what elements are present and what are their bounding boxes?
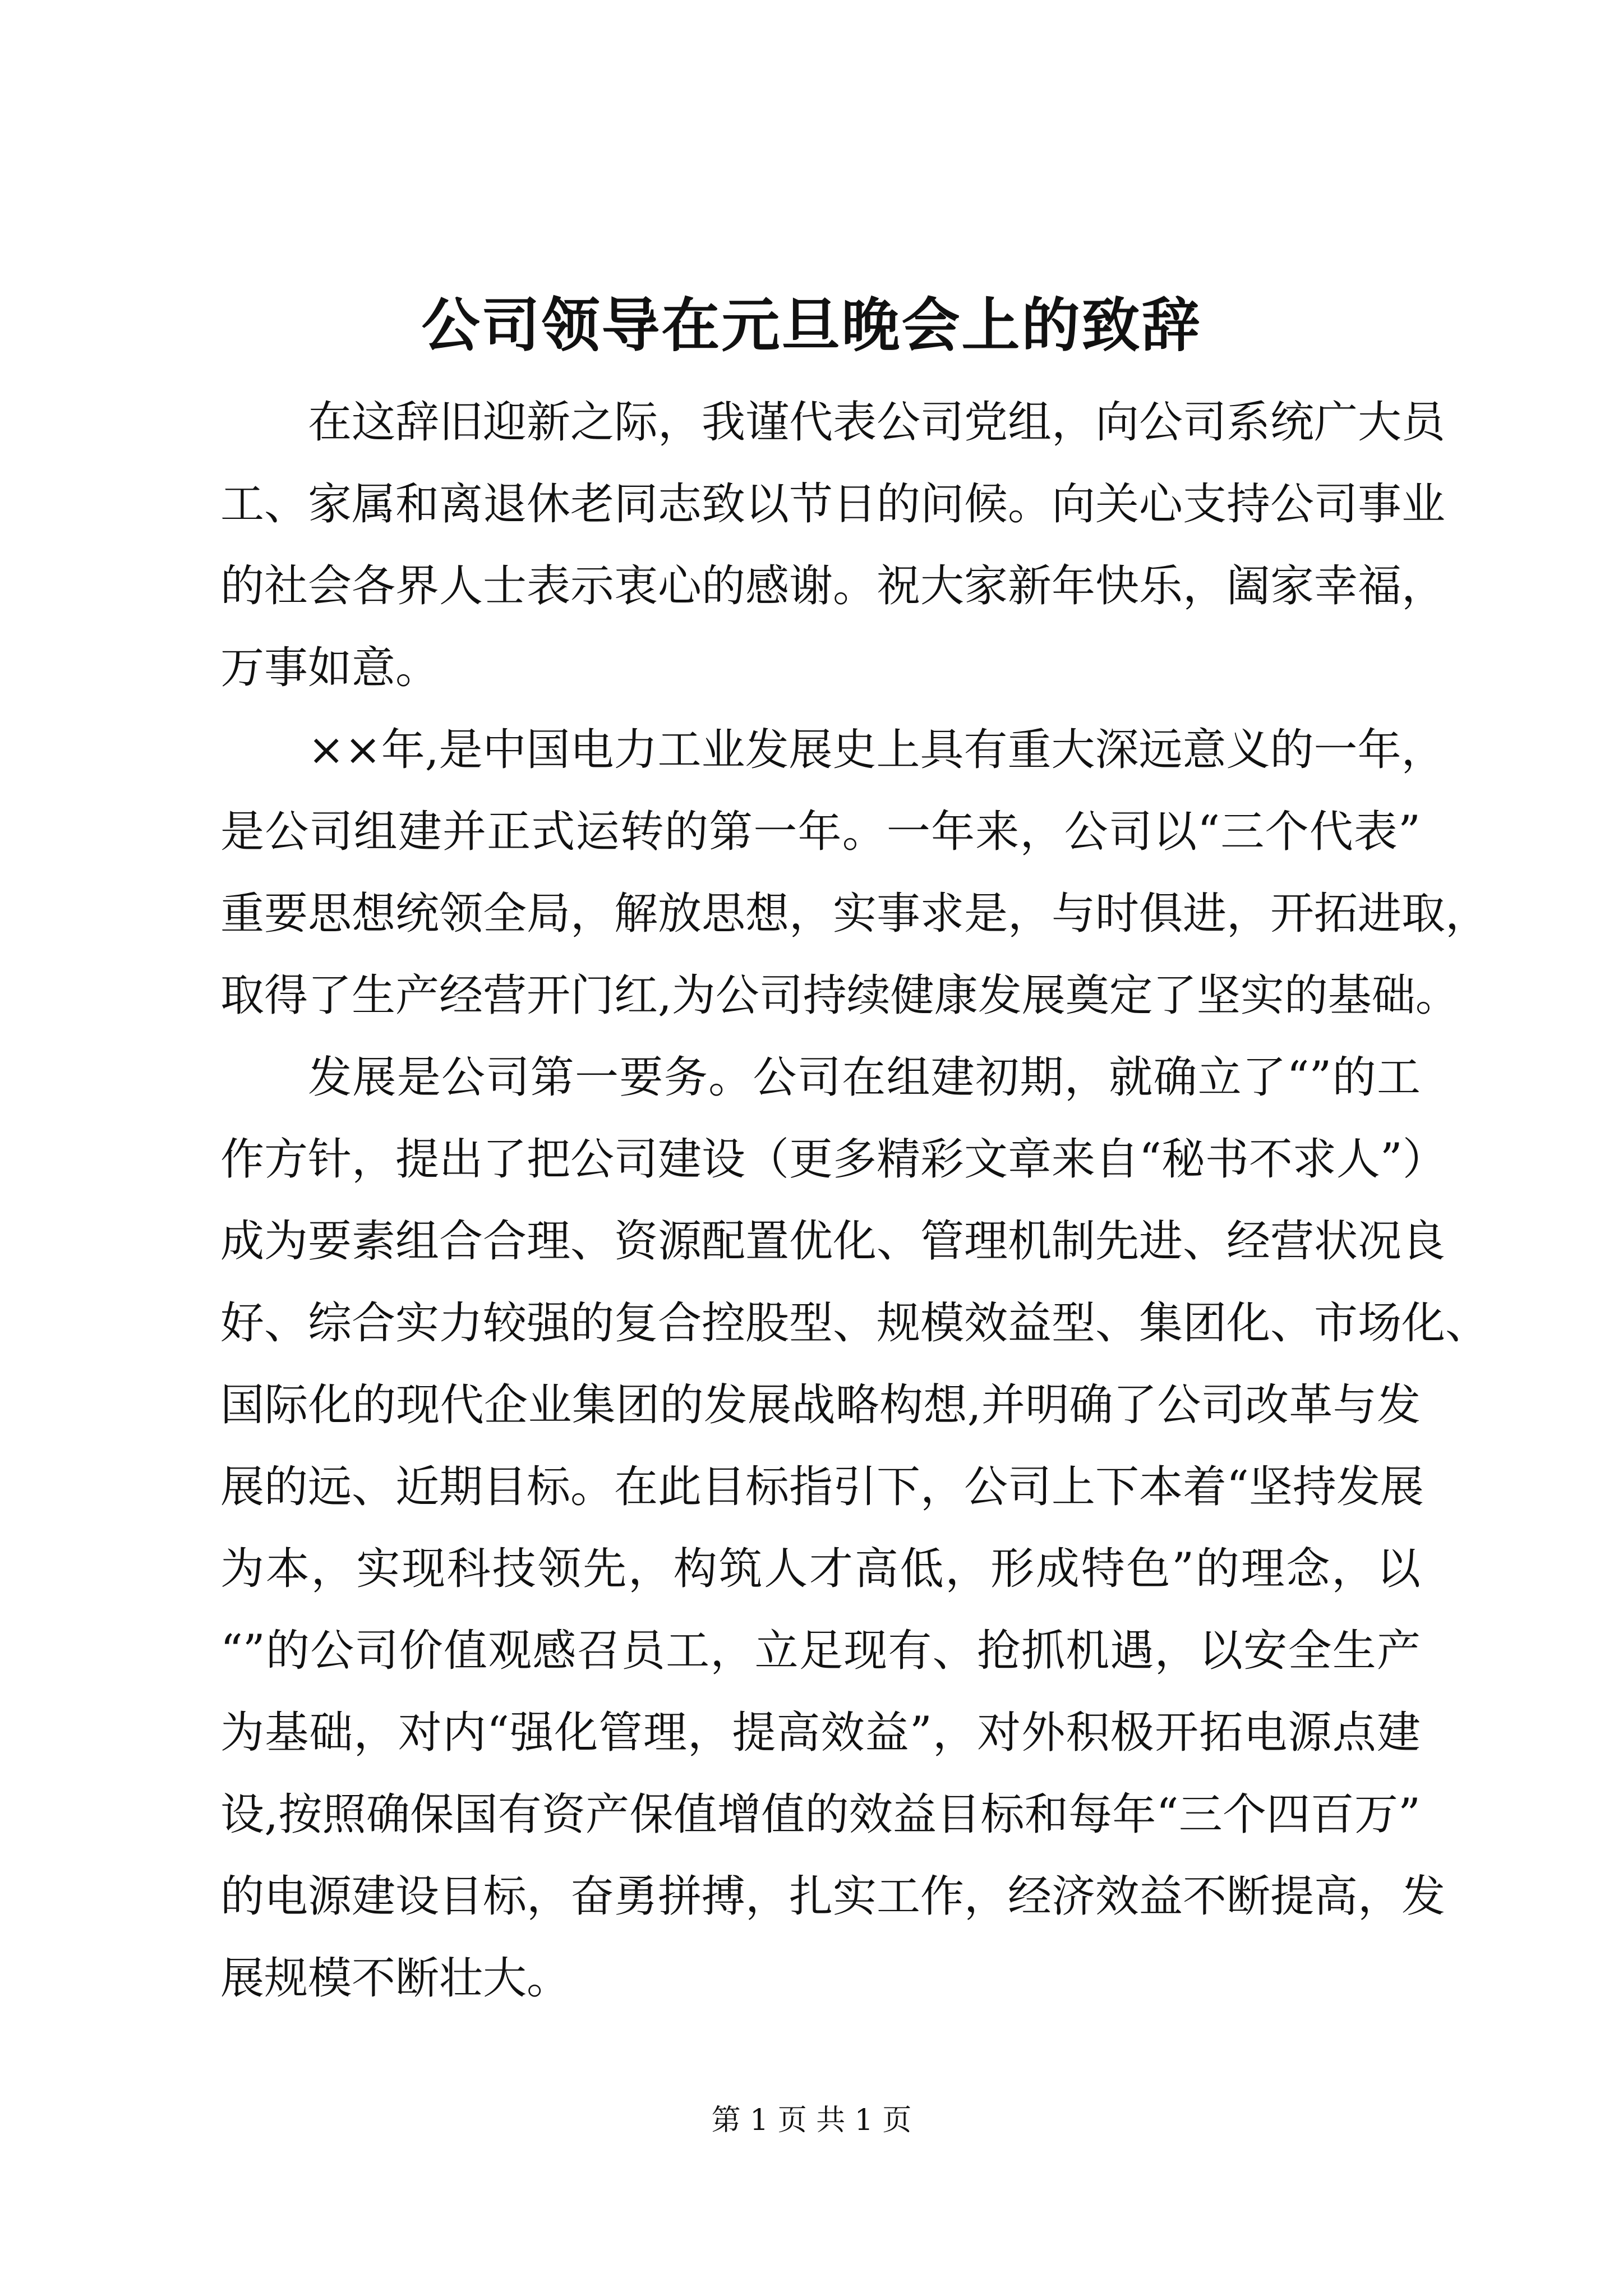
paragraph-3-line-12: 展规模不断壮大。 xyxy=(220,1953,571,2004)
paragraph-1-line-4: 万事如意。 xyxy=(220,643,440,693)
paragraph-3-line-3: 成为要素组合合理、资源配置优化、管理机制先进、经营状况良 xyxy=(220,1216,1446,1267)
paragraph-1-line-1: 在这辞旧迎新之际，我谨代表公司党组，向公司系统广大员 xyxy=(308,397,1446,448)
paragraph-3-line-5: 国际化的现代企业集团的发展战略构想,并明确了公司改革与发 xyxy=(220,1380,1421,1430)
paragraph-3-line-9: 为基础，对内“强化管理，提高效益”，对外积极开拓电源点建 xyxy=(220,1708,1421,1758)
paragraph-2-line-3: 重要思想统领全局，解放思想，实事求是，与时俱进，开拓进取， xyxy=(220,889,1490,939)
paragraph-2-line-2: 是公司组建并正式运转的第一年。一年来，公司以“三个代表” xyxy=(220,807,1421,857)
paragraph-3-line-8: “”的公司价值观感召员工，立足现有、抢抓机遇，以安全生产 xyxy=(220,1626,1421,1676)
paragraph-3-line-11: 的电源建设目标，奋勇拼搏，扎实工作，经济效益不断提高，发 xyxy=(220,1871,1446,1922)
document-body xyxy=(220,381,1490,2019)
paragraph-2-line-4: 取得了生产经营开门红,为公司持续健康发展奠定了坚实的基础。 xyxy=(220,970,1459,1021)
page-number-footer: 第 1 页 共 1 页 xyxy=(711,2104,912,2137)
document-title: 公司领导在元旦晚会上的致辞 xyxy=(421,291,1202,360)
paragraph-1-line-3: 的社会各界人士表示衷心的感谢。祝大家新年快乐，阖家幸福， xyxy=(220,561,1446,611)
paragraph-3-line-7: 为本，实现科技领先，构筑人才高低，形成特色”的理念，以 xyxy=(220,1544,1421,1594)
paragraph-3-line-6: 展的远、近期目标。在此目标指引下，公司上下本着“坚持发展 xyxy=(220,1462,1424,1512)
paragraph-1-line-2: 工、家属和离退休老同志致以节日的问候。向关心支持公司事业 xyxy=(220,479,1446,530)
paragraph-3-line-2: 作方针，提出了把公司建设（更多精彩文章来自“秘书不求人”） xyxy=(220,1134,1446,1185)
paragraph-3-line-10: 设,按照确保国有资产保值增值的效益目标和每年“三个四百万” xyxy=(220,1789,1421,1840)
paragraph-3-line-4: 好、综合实力较强的复合控股型、规模效益型、集团化、市场化、 xyxy=(220,1298,1490,1349)
paragraph-2-line-1: ××年,是中国电力工业发展史上具有重大深远意义的一年， xyxy=(308,725,1445,775)
paragraph-3-line-1: 发展是公司第一要务。公司在组建初期，就确立了“”的工 xyxy=(308,1052,1421,1103)
